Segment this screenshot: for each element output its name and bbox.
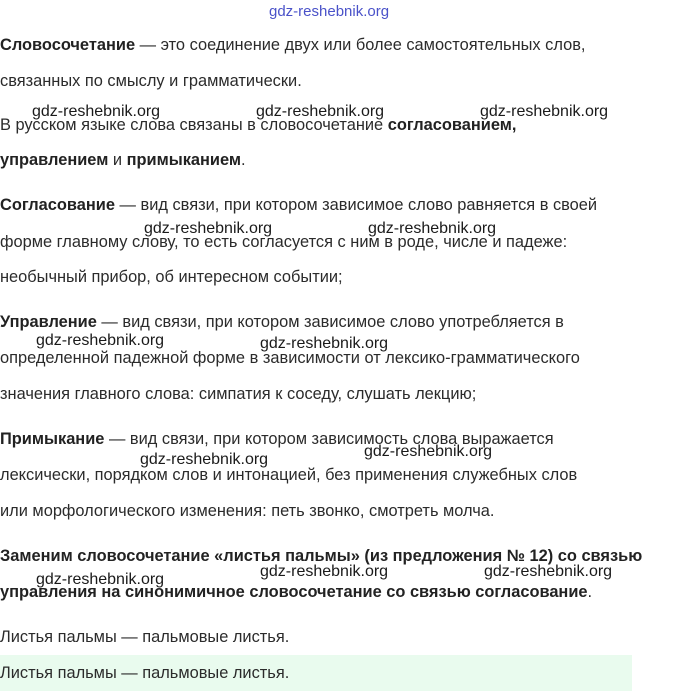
definition-line	[0, 195, 597, 215]
watermark: gdz-reshebnik.org	[269, 3, 390, 20]
punctuation: .	[587, 583, 593, 601]
watermark: gdz-reshebnik.org	[484, 563, 613, 580]
task-text: Заменим словосочетание «листья пальмы» (из предложения № 12) со связью	[0, 547, 643, 565]
text: В русском языке слова связаны в словосочетание	[0, 116, 388, 134]
watermark: gdz-reshebnik.org	[260, 563, 389, 580]
definition-line	[0, 465, 577, 485]
example-line	[0, 384, 476, 404]
text: — вид связи, при котором зависимое слово употребляется в	[96, 313, 564, 331]
text: — вид связи, при котором зависимое слово равняется в своей	[115, 196, 598, 214]
watermark: gdz-reshebnik.org	[260, 335, 389, 352]
watermark: gdz-reshebnik.org	[36, 332, 165, 349]
definition-line	[0, 312, 564, 332]
example-line	[0, 267, 343, 287]
task-text: управления на синонимичное словосочетание со связью согласование	[0, 583, 588, 601]
answer-line	[0, 663, 289, 683]
definition-line	[0, 71, 302, 91]
watermark: gdz-reshebnik.org	[32, 103, 161, 120]
watermark: gdz-reshebnik.org	[256, 103, 385, 120]
punctuation: ,	[511, 116, 517, 134]
term-slovosochetanie: Словосочетание	[0, 36, 136, 54]
text: значения главного слова: симпатия к соседу, слушать лекцию;	[0, 385, 477, 403]
example-line	[0, 501, 494, 521]
text: форме главному слову, то есть согласуется с ним в роде, числе и падеже:	[0, 233, 568, 251]
answer-text: Листья пальмы — пальмовые листья.	[0, 664, 290, 682]
text: необычный прибор, об интересном событии;	[0, 268, 343, 286]
punctuation: .	[241, 151, 246, 169]
text: лексически, порядком слов и интонацией, без применения служебных слов	[0, 466, 578, 484]
text: связанных по смыслу и грамматически.	[0, 72, 302, 90]
term-upravlenie: управлением	[0, 151, 109, 169]
text: определенной падежной форме в зависимости от лексико-грамматического	[0, 349, 580, 367]
text: и	[108, 151, 127, 169]
text: — это соединение двух или более самостоятельных слов,	[135, 36, 586, 54]
intro-line	[0, 150, 246, 170]
watermark: gdz-reshebnik.org	[364, 443, 493, 460]
watermark: gdz-reshebnik.org	[368, 220, 497, 237]
text: или морфологического изменения: петь звонко, смотреть молча.	[0, 502, 495, 520]
term-primykanie: Примыкание	[0, 430, 105, 448]
text: — вид связи, при котором зависимость слова выражается	[104, 430, 554, 448]
watermark: gdz-reshebnik.org	[480, 103, 609, 120]
term-upravlenie: Управление	[0, 313, 97, 331]
term-primykanie: примыканием	[126, 151, 242, 169]
watermark: gdz-reshebnik.org	[144, 220, 273, 237]
text: Листья пальмы — пальмовые листья.	[0, 628, 290, 646]
term-soglasovanie: согласованием	[387, 116, 512, 134]
watermark: gdz-reshebnik.org	[36, 571, 165, 588]
definition-line	[0, 35, 585, 55]
term-soglasovanie: Согласование	[0, 196, 115, 214]
watermark: gdz-reshebnik.org	[140, 451, 269, 468]
solution-line	[0, 627, 289, 647]
